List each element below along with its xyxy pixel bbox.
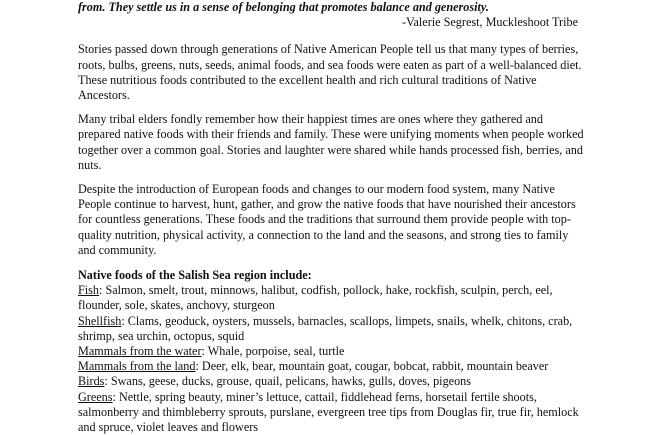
- food-label: Mammals from the land: [78, 359, 196, 374]
- food-list: : Swans, geese, ducks, grouse, quail, pelicans, hawks, gulls, doves, pigeons: [104, 374, 472, 389]
- food-list: : Whale, porpoise, seal, turtle: [201, 344, 345, 359]
- paragraph-stories: Stories passed down through generations of Native American People tell us that many types of berries, roots, bulbs, greens, nuts, seeds, animal foods, and sea foods were eaten as part of a well-balanced diet. These nutritious foods contributed to the excellent health and rich cultural traditions of Native Ancestors.: [78, 42, 582, 103]
- food-item-greens: [78, 390, 584, 435]
- food-list: : Clams, geoduck, oysters, mussels, barnacles, scallops, limpets, snails, whelk, chitons, crab, shrimp, sea urchin, octopus, squid: [78, 313, 573, 343]
- food-list: : Nettle, spring beauty, miner’s lettuce, cattail, fiddlehead ferns, horsetail fertile shoots, salmonberry and thimbleberry sprouts, purslane, evergreen tree tips from Douglas fir, true fir, hemlock and spruce, violet leaves and flowers: [78, 389, 579, 435]
- paragraph-elders: Many tribal elders fondly remember how their happiest times are ones where they gathered and prepared native foods with their friends and family. These were unifying moments when people worked together over a common goal. Stories and laughter were shared while hands processed fish, berries, and nuts.: [78, 112, 584, 172]
- quote-attribution: -Valerie Segrest, Muckleshoot Tribe: [401, 15, 578, 30]
- food-label: Fish: [78, 283, 100, 298]
- food-item-water-mammals: [78, 344, 584, 359]
- quote-text: from. They settle us in a sense of belonging that promotes balance and generosity.: [78, 0, 489, 14]
- paragraph-traditions: Despite the introduction of European foods and changes to our modern food system, many Native People continue to harvest, hunt, gather, and grow the native foods that have nourished their ancestors for countless generations. These foods and the traditions that surround them provide people with top-quality nutrition, physical activity, a connection to the land and the seasons, and strong ties to family and community.: [78, 182, 576, 257]
- foods-heading: Native foods of the Salish Sea region include:: [78, 268, 312, 283]
- food-label: Greens: [78, 389, 113, 404]
- food-item-fish: [78, 283, 584, 313]
- food-label: Mammals from the water: [78, 344, 202, 359]
- food-item-birds: [78, 374, 584, 389]
- food-list: : Deer, elk, bear, mountain goat, cougar, bobcat, rabbit, mountain beaver: [195, 359, 549, 374]
- food-label: Shellfish: [78, 313, 122, 328]
- food-label: Birds: [78, 374, 105, 389]
- document-page: [78, 0, 584, 435]
- food-list: : Salmon, smelt, trout, minnows, halibut, codfish, pollock, hake, rockfish, sculpin, perch, eel, flounder, sole, skates, anchovy, sturgeon: [78, 283, 553, 313]
- food-item-land-mammals: [78, 359, 584, 374]
- food-item-shellfish: [78, 314, 584, 344]
